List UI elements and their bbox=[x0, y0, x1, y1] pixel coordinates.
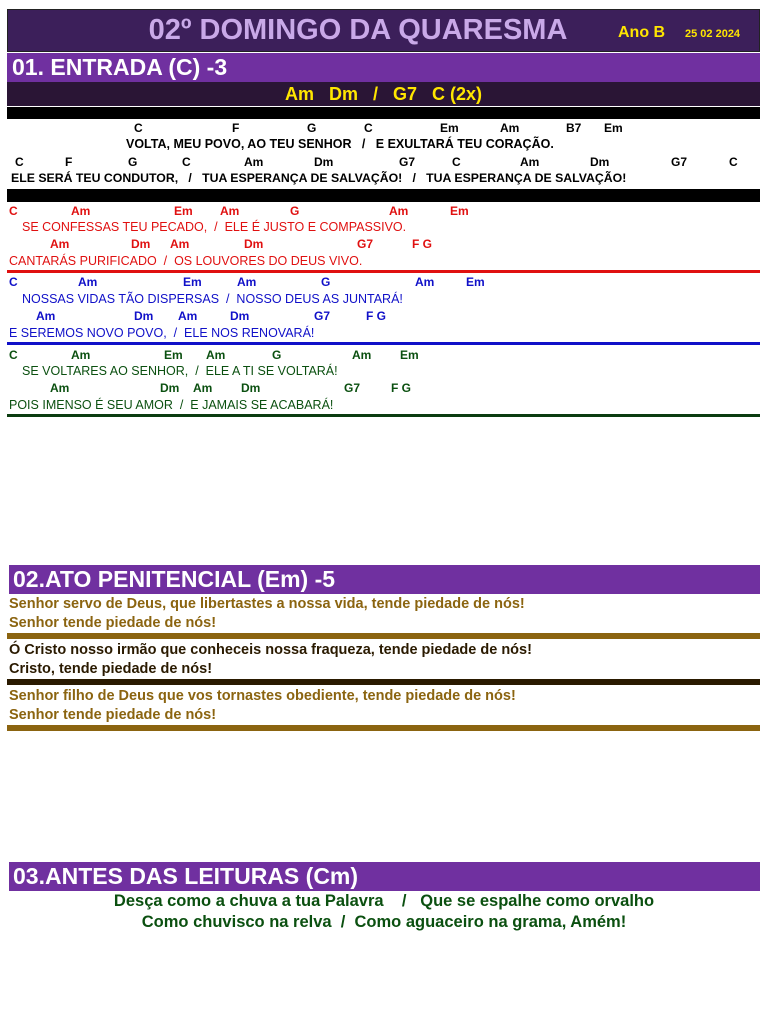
chord: C bbox=[364, 121, 373, 135]
invocation-line: Senhor servo de Deus, que libertastes a nossa vida, tende piedade de nós! bbox=[9, 596, 525, 612]
chord: Am bbox=[244, 155, 264, 169]
lyric-line: CANTARÁS PURIFICADO / OS LOUVORES DO DEUS VIVO. bbox=[9, 254, 363, 268]
invocation-line: Senhor filho de Deus que vos tornastes obediente, tende piedade de nós! bbox=[9, 688, 516, 704]
divider bbox=[7, 633, 760, 639]
lyric-line: SE VOLTARES AO SENHOR, / ELE A TI SE VOLTARÁ! bbox=[22, 364, 338, 378]
chord: Am bbox=[36, 309, 56, 323]
chord: Am bbox=[500, 121, 520, 135]
lyric-line: VOLTA, MEU POVO, AO TEU SENHOR / E EXULTARÁ TEU CORAÇÃO. bbox=[126, 137, 554, 151]
divider bbox=[7, 725, 760, 731]
chord: Am bbox=[220, 204, 240, 218]
section-title-penitencial: 02.ATO PENITENCIAL (Em) -5 bbox=[9, 565, 760, 594]
response-line: Senhor tende piedade de nós! bbox=[9, 707, 217, 723]
chord: Am bbox=[237, 275, 257, 289]
chord: Am bbox=[206, 348, 226, 362]
lyric-line: NOSSAS VIDAS TÃO DISPERSAS / NOSSO DEUS AS JUNTARÁ! bbox=[22, 292, 403, 306]
chord: F G bbox=[412, 237, 432, 251]
divider bbox=[7, 414, 760, 417]
chord: G bbox=[307, 121, 317, 135]
chord: F bbox=[65, 155, 73, 169]
acclamation-line: Desça como a chuva a tua Palavra / Que se espalhe como orvalho bbox=[113, 892, 655, 910]
response-line: Cristo, tende piedade de nós! bbox=[9, 661, 213, 677]
chord: Am bbox=[71, 348, 91, 362]
chord: G7 bbox=[344, 381, 361, 395]
chord: C bbox=[452, 155, 461, 169]
section-title-entrada: 01. ENTRADA (C) -3 bbox=[7, 53, 760, 82]
chord: Dm bbox=[131, 237, 151, 251]
lyric-line: SE CONFESSAS TEU PECADO, / ELE É JUSTO E COMPASSIVO. bbox=[22, 220, 407, 234]
chord: G7 bbox=[314, 309, 331, 323]
chord: Em bbox=[183, 275, 202, 289]
chord: Am bbox=[520, 155, 540, 169]
chord: Em bbox=[450, 204, 469, 218]
chord: Dm bbox=[134, 309, 154, 323]
chord: Am bbox=[170, 237, 190, 251]
chord: C bbox=[729, 155, 738, 169]
chord: Am bbox=[50, 381, 70, 395]
chord: C bbox=[134, 121, 143, 135]
chord: G7 bbox=[671, 155, 688, 169]
chord: Em bbox=[604, 121, 623, 135]
chord: Dm bbox=[230, 309, 250, 323]
chord: Am bbox=[193, 381, 213, 395]
page-title: 02º DOMINGO DA QUARESMA bbox=[148, 14, 568, 46]
lyric-line: E SEREMOS NOVO POVO, / ELE NOS RENOVARÁ! bbox=[9, 326, 315, 340]
chord: C bbox=[182, 155, 191, 169]
chord: Dm bbox=[160, 381, 180, 395]
chord: C bbox=[9, 348, 18, 362]
chord: F bbox=[232, 121, 240, 135]
chord: Am bbox=[389, 204, 409, 218]
chord: C bbox=[15, 155, 24, 169]
chord: Em bbox=[400, 348, 419, 362]
intro-chords: Am Dm / G7 C (2x) bbox=[7, 82, 760, 106]
chord: G bbox=[321, 275, 331, 289]
invocation-line: Ó Cristo nosso irmão que conheceis nossa fraqueza, tende piedade de nós! bbox=[9, 642, 532, 658]
response-line: Senhor tende piedade de nós! bbox=[9, 615, 217, 631]
chord: Dm bbox=[244, 237, 264, 251]
chord: F G bbox=[391, 381, 411, 395]
chord: B7 bbox=[566, 121, 582, 135]
divider bbox=[7, 189, 760, 202]
page-header bbox=[7, 9, 760, 52]
chord: C bbox=[9, 204, 18, 218]
date-label: 25 02 2024 bbox=[685, 28, 741, 40]
chord: Am bbox=[78, 275, 98, 289]
chord: Dm bbox=[590, 155, 610, 169]
divider bbox=[7, 342, 760, 345]
divider bbox=[7, 679, 760, 685]
acclamation-line: Como chuvisco na relva / Como aguaceiro na grama, Amém! bbox=[141, 913, 627, 931]
chord: Dm bbox=[241, 381, 261, 395]
chord: Am bbox=[178, 309, 198, 323]
divider bbox=[7, 107, 760, 119]
chord: Am bbox=[71, 204, 91, 218]
chord: F G bbox=[366, 309, 386, 323]
chord: Am bbox=[50, 237, 70, 251]
chord: G7 bbox=[399, 155, 416, 169]
chord: C bbox=[9, 275, 18, 289]
divider bbox=[7, 270, 760, 273]
section-title-leituras: 03.ANTES DAS LEITURAS (Cm) bbox=[9, 862, 760, 891]
chord: Am bbox=[352, 348, 372, 362]
chord: Dm bbox=[314, 155, 334, 169]
liturgical-year: Ano B bbox=[618, 24, 666, 41]
lyric-line: ELE SERÁ TEU CONDUTOR, / TUA ESPERANÇA DE SALVAÇÃO! / TUA ESPERANÇA DE SALVAÇÃO! bbox=[11, 171, 627, 185]
chord: G bbox=[272, 348, 282, 362]
chord: Em bbox=[164, 348, 183, 362]
lyric-line: POIS IMENSO É SEU AMOR / E JAMAIS SE ACABARÁ! bbox=[9, 398, 334, 412]
chord: G7 bbox=[357, 237, 374, 251]
chord: Em bbox=[466, 275, 485, 289]
chord: Am bbox=[415, 275, 435, 289]
chord: G bbox=[290, 204, 300, 218]
chord: G bbox=[128, 155, 138, 169]
chord: Em bbox=[440, 121, 459, 135]
chord: Em bbox=[174, 204, 193, 218]
